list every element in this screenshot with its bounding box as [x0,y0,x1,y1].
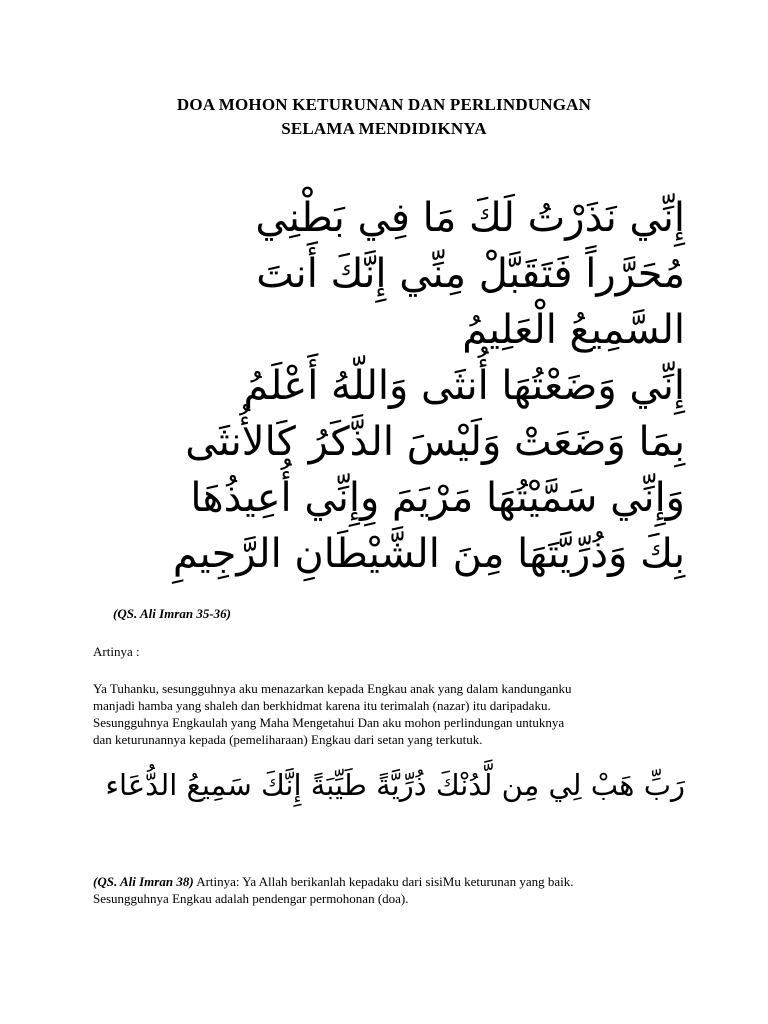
arabic-line: إِنِّي وَضَعْتُهَا أُنثَى وَاللّهُ أَعْلَمُ [243,363,685,409]
translation-paragraph [93,680,693,748]
arabic-line: السَّمِيعُ الْعَلِيمُ [462,307,685,353]
verse-reference-35-36: (QS. Ali Imran 35-36) [113,606,231,621]
translation-line: manjadi hamba yang shaleh dan berkhidmat karena itu terimalah (nazar) itu daripadaku. [93,698,551,713]
artinya-label: Artinya : [93,644,140,659]
verse-reference-38: (QS. Ali Imran 38) [93,874,194,889]
translation-line: dan keturunannya kepada (pemeliharaan) Engkau dari setan yang terkutuk. [93,732,483,747]
footer-line-1 [93,873,693,890]
translation-line: Ya Tuhanku, sesungguhnya aku menazarkan kepada Engkau anak yang dalam kandunganku [93,681,572,696]
title-line-2: SELAMA MENDIDIKNYA [281,119,487,138]
translation-line: Sesungguhnya Engkaulah yang Maha Mengetahui Dan aku mohon perlindungan untuknya [93,715,565,730]
title-line-1: DOA MOHON KETURUNAN DAN PERLINDUNGAN [176,95,592,114]
arabic-line: إِنِّي نَذَرْتُ لَكَ مَا فِي بَطْنِي [255,195,685,241]
footer-line-2: Sesungguhnya Engkau adalah pendengar permohonan (doa). [93,891,409,906]
arabic-line: بِمَا وَضَعَتْ وَلَيْسَ الذَّكَرُ كَالأُنثَى [185,419,685,465]
footer-translation-text: Artinya: Ya Allah berikanlah kepadaku dari sisiMu keturunan yang baik. [193,874,574,889]
arabic-verses-35-36 [95,190,685,582]
arabic-line: وَإِنِّي سَمَّيْتُهَا مَرْيَمَ وِإِنِّي أُعِيذُهَا [190,475,685,521]
arabic-verse-38 [95,762,685,808]
footer-paragraph [93,873,693,907]
arabic-line: مُحَرَّراً فَتَقَبَّلْ مِنِّي إِنَّكَ أَنتَ [256,251,685,297]
document-title [80,93,688,141]
arabic-line: بِكَ وَذُرِّيَّتَهَا مِنَ الشَّيْطَانِ الرَّجِيمِ [172,531,685,577]
arabic-line: رَبِّ هَبْ لِي مِن لَّدُنْكَ ذُرِّيَّةً طَيِّبَةً إِنَّكَ سَمِيعُ الدُّعَاء [105,768,685,802]
